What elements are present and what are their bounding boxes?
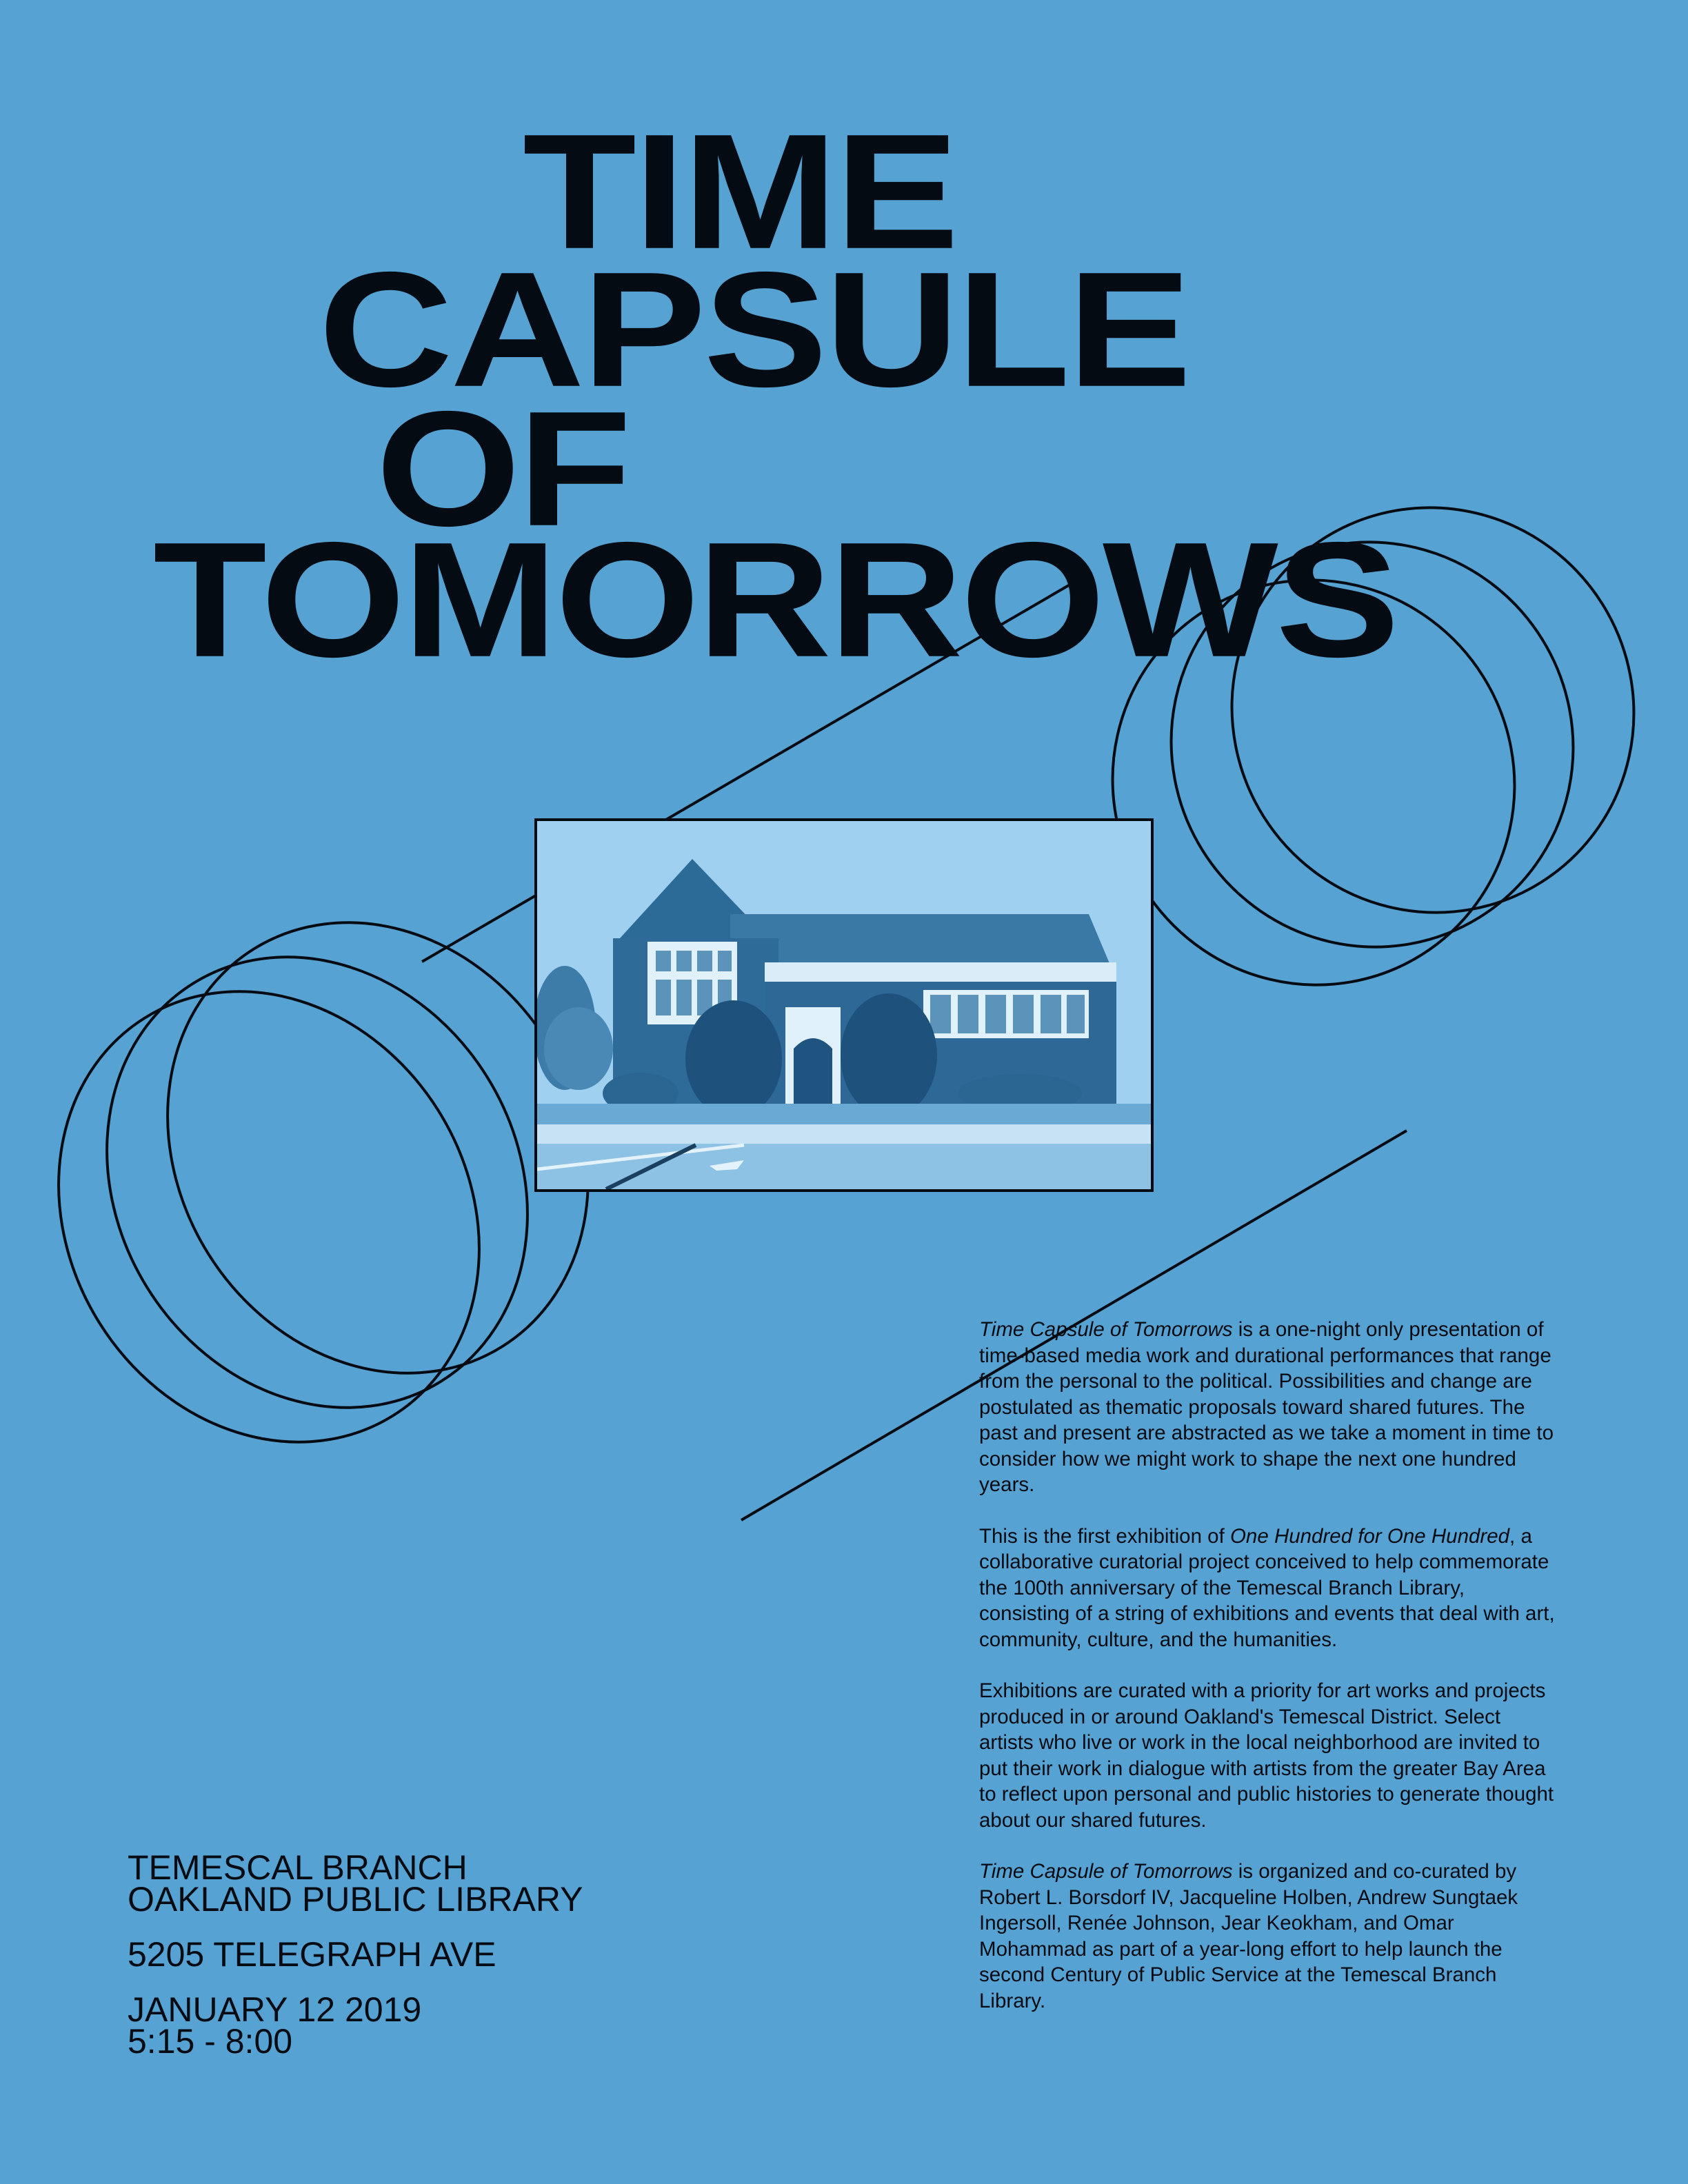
description-paragraph-1: [979, 1317, 1558, 1498]
venue-address: [128, 1935, 583, 1974]
description-p2-text-b: , a collaborative curatorial project conceived to help commemorate the 100th anniversary of the Temescal Branch Library, consisting of a string of exhibitions and events that deal with art, community, culture, and the humanities.: [979, 1524, 1555, 1651]
venue-name-line-2: OAKLAND PUBLIC LIBRARY: [128, 1880, 583, 1919]
description-p1-text: is a one-night only presentation of time-based media work and durational performances that range from the personal to the political. Possibilities and change are postulated as thematic proposals toward shared futures. The past and present are abstracted as we take a moment in time to consider how we might work to shape the next one hundred years.: [979, 1318, 1554, 1496]
title-line-tomorrows: TOMORROWS: [153, 508, 1397, 691]
event-datetime: [128, 1990, 583, 2061]
event-date: JANUARY 12 2019: [128, 1990, 422, 2029]
description-p4-text: is organized and co-curated by Robert L. Borsdorf IV, Jacqueline Holben, Andrew Sungtaek Ingersoll, Renée Johnson, Jear Keokham, and Omar Mohammad as part of a year-long effort to help launch the second Century of Public Service at the Temescal Branch Library.: [979, 1860, 1518, 2012]
capsule-front-disc-1: [0, 912, 563, 1521]
description: [979, 1317, 1558, 2014]
project-title-italic: One Hundred for One Hundred: [1229, 1524, 1510, 1548]
venue-info: [128, 1848, 583, 2061]
title-line-capsule: CAPSULE: [319, 238, 1189, 421]
library-building-photo-icon: [537, 821, 1151, 1189]
library-photo: [534, 818, 1154, 1192]
description-paragraph-3: Exhibitions are curated with a priority for art works and projects produced in or around Oakland's Temescal District. Select artists who live or work in the local neighborhood are invited to put their work in dialogue with artists from the greater Bay Area to reflect upon personal and public histories to generate thought about our shared futures.: [979, 1679, 1554, 1832]
description-paragraph-4: [979, 1859, 1558, 2014]
exhibition-title-italic: Time Capsule of Tomorrows: [979, 1318, 1233, 1341]
venue-name-line-1: TEMESCAL BRANCH: [128, 1848, 468, 1887]
description-paragraph-2: [979, 1524, 1558, 1653]
exhibition-title-italic-2: Time Capsule of Tomorrows: [979, 1860, 1233, 1883]
event-time: 5:15 - 8:00: [128, 2022, 293, 2061]
description-p2-text-a: This is the first exhibition of: [979, 1524, 1230, 1548]
title-line-of: OF: [376, 377, 629, 560]
title-line-time: TIME: [523, 100, 956, 283]
venue-name: [128, 1848, 583, 1919]
address-text: 5205 TELEGRAPH AVE: [128, 1935, 496, 1974]
capsule-front-disc-2: [23, 878, 611, 1487]
